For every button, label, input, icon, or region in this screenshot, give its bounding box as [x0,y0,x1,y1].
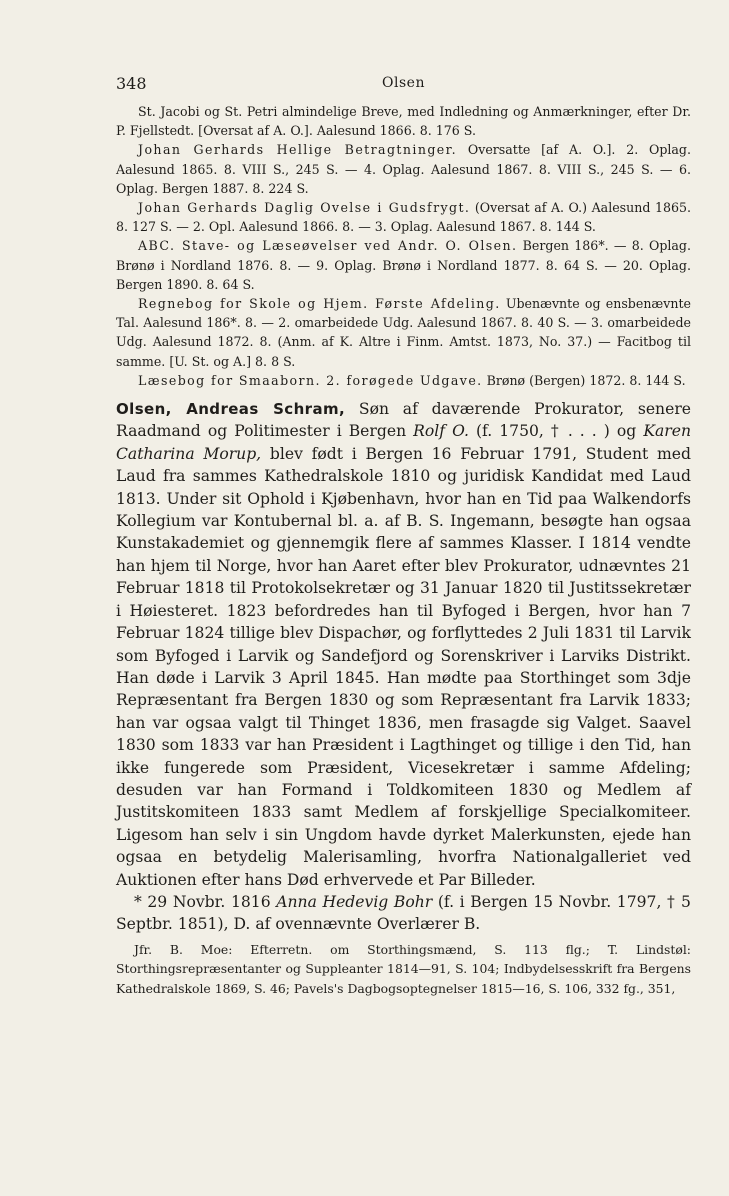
bib-entry: Johan Gerhards Hellige Betragtninger. Oversatte [af A. O.]. 2. Oplag. Aalesund 1865. 8. VIII S., 245 S. — 4. Oplag. Aalesund 1867. 8. VIII S., 245 S. — 6. Oplag. Bergen 1887. 8. 224 S. [116,142,691,196]
bibliography [116,102,691,390]
page-number: 348 [116,74,147,93]
father-name: Rolf O. [413,422,469,441]
bib-title: Læsebog for Smaaborn. 2. forøgede Udgave. [138,372,483,388]
references [116,940,691,999]
bib-title: Johan Gerhards Hellige Betragtninger. [138,142,458,158]
mother-name: Karen Catharina Morup, [116,422,691,463]
biography-paragraph: Olsen, Andreas Schram, Søn af daværende Prokurator, senere Raadmand og Politimester i Bergen Rolf O. (f. 1750, † . . . ) og Karen Catharina Morup, blev født i Bergen 16 Februar 1791, Student med Laud fra sammes Kathedralskole 1810 og juridisk Kandidat med Laud 1813. Under sit Ophold i Kjøbenhavn, hvor han en Tid paa Walkendorfs Kollegium var Kontubernal bl. a. af B. S. Ingemann, besøgte han ogsaa Kunstakademiet og gjennemgik flere af sammes Klasser. I 1814 vendte han hjem til Norge, hvor han Aaret efter blev Prokurator, udnævntes 21 Februar 1818 til Protokolsekretær og 31 Januar 1820 til Justitssekretær i Høiesteret. 1823 befordredes han til Byfoged i Bergen, hvor han 7 Februar 1824 tillige blev Dispachør, og forflyttedes 2 Juli 1831 til Larvik som Byfoged i Larvik og Sandefjord og Sorenskriver i Larviks Distrikt. Han døde i Larvik 3 April 1845. Han mødte paa Storthinget som 3dje Repræsentant fra Bergen 1830 og som Repræsentant fra Larvik 1833; han var ogsaa valgt til Thinget 1836, men frasagde sig Valget. Saavel 1830 som 1833 var han Præsident i Lagthinget og tillige i den Tid, han ikke fungerede som Præsident, Vicesekretær i samme Afdeling; desuden var han Formand i Toldkomiteen 1830 og Medlem af Justitskomiteen 1833 samt Medlem af forskjellige Specialkomiteer. Ligesom han selv i sin Ungdom havde dyrket Malerkunsten, ejede han ogsaa en betydelig Malerisamling, hvorfra Nationalgalleriet ved Auktionen efter hans Død erhvervede et Par Billeder. [116,400,692,889]
bib-title: Johan Gerhards Daglig Ovelse i Gudsfrygt. [138,200,471,216]
entry-name: Olsen, Andreas Schram, [116,400,346,419]
bib-entry: ABC. Stave- og Læseøvelser ved Andr. O. Olsen. Bergen 186*. — 8. Oplag. Brønø i Nordland 1876. 8. — 9. Oplag. Brønø i Nordland 1877. 8. 64 S. — 20. Oplag. Bergen 1890. 8. 64 S. [116,238,691,292]
references-text: Jfr. B. Moe: Efterretn. om Storthingsmænd, S. 113 flg.; T. Lindstøl: Storthingsrepræsentanter og Suppleanter 1814—91, S. 104; Indbydelsesskrift fra Bergens Kathedralskole 1869, S. 46; Pavels's Dagbogsoptegnelser 1815—16, S. 106, 332 fg., 351, [116,941,691,996]
bib-entry: Regnebog for Skole og Hjem. Første Afdeling. Ubenævnte og ensbenævnte Tal. Aalesund 186*. 8. — 2. omarbeidede Udg. Aalesund 1867. 8. 40 S. — 3. omarbeidede Udg. Aalesund 1872. 8. (Anm. af K. Altre i Finm. Amtst. 1873, No. 37.) — Facitbog til samme. [U. St. og A.] 8. 8 S. [116,296,692,369]
marriage-paragraph: * 29 Novbr. 1816 Anna Hedevig Bohr (f. i Bergen 15 Novbr. 1797, † 5 Septbr. 1851), D. af ovennævnte Overlærer B. [116,892,691,934]
page-header [116,70,691,96]
biography-entry [116,398,691,936]
spouse-name: Anna Hedevig Bohr [276,892,433,911]
bib-title: ABC. Stave- og Læseøvelser ved Andr. O. Olsen. [138,238,518,254]
bib-entry: St. Jacobi og St. Petri almindelige Breve, med Indledning og Anmærkninger, efter Dr. P. Fjellstedt. [Oversat af A. O.]. Aalesund 1866. 8. 176 S. [116,104,691,139]
bib-title: Regnebog for Skole og Hjem. Første Afdeling. [138,296,501,312]
running-head: Olsen [382,75,425,91]
bib-entry: Læsebog for Smaaborn. 2. forøgede Udgave. Brønø (Bergen) 1872. 8. 144 S. [138,372,686,388]
page [116,70,691,999]
bib-entry: Johan Gerhards Daglig Ovelse i Gudsfrygt. (Oversat af A. O.) Aalesund 1865. 8. 127 S. — 2. Opl. Aalesund 1866. 8. — 3. Oplag. Aalesund 1867. 8. 144 S. [116,200,691,235]
